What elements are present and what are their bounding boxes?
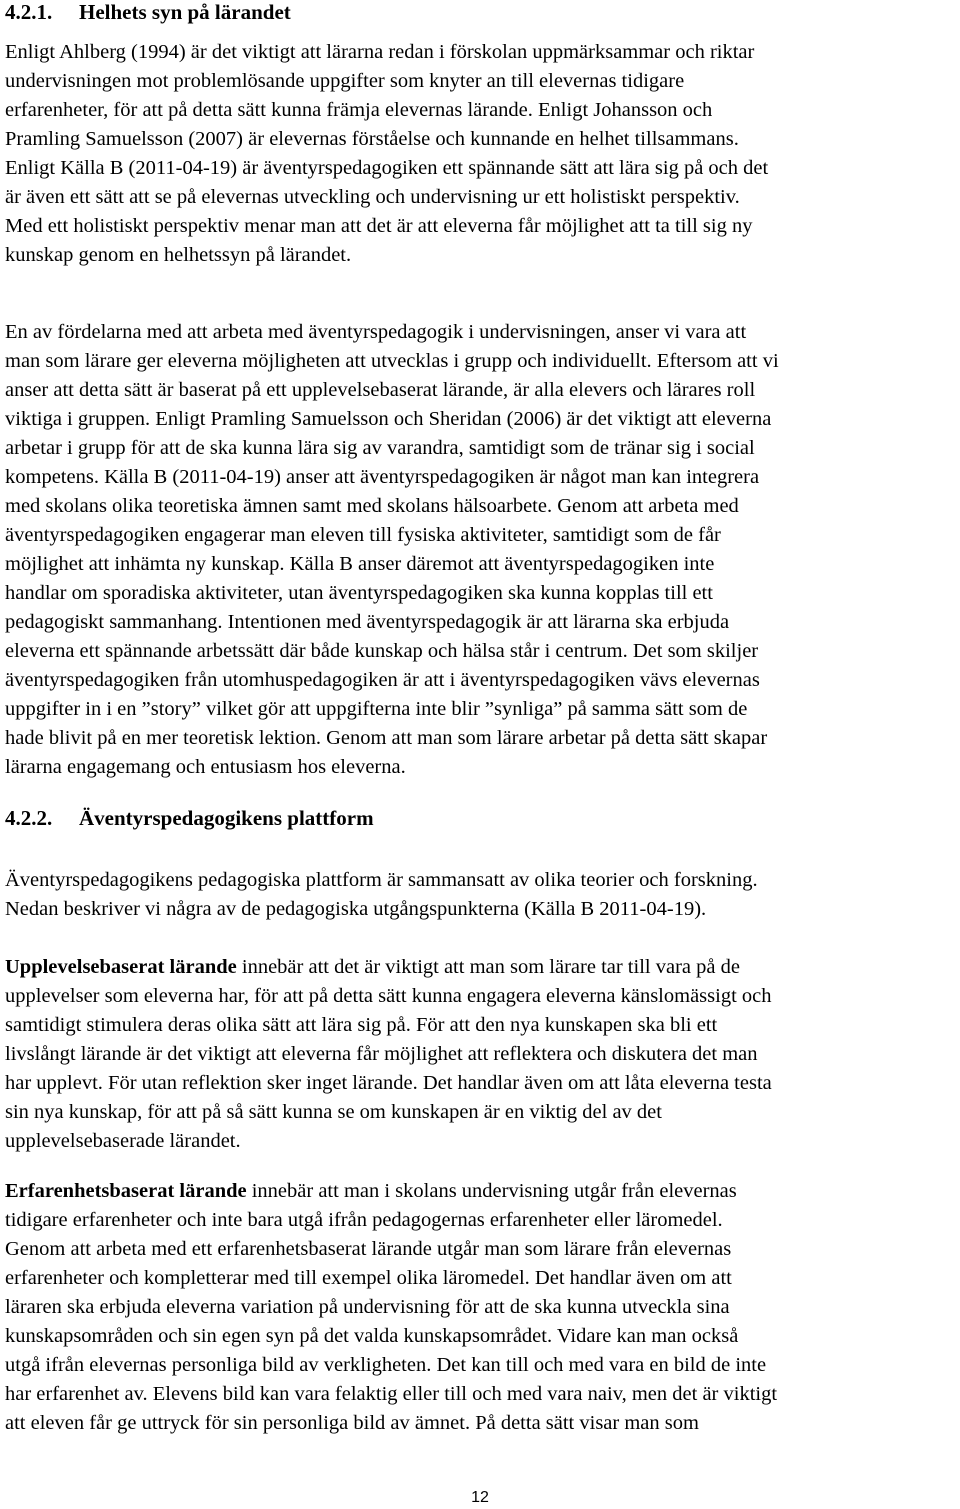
text-line: livslångt lärande är det viktigt att eleverna får möjlighet att reflektera och diskutera det man	[5, 1043, 758, 1065]
section-number: 4.2.2.	[5, 806, 53, 830]
section-title: Helhets syn på lärandet	[79, 0, 291, 24]
text-line: kunskap genom en helhetssyn på lärandet.	[5, 244, 352, 266]
text-line: Nedan beskriver vi några av de pedagogiska utgångspunkterna (Källa B 2011-04-19).	[5, 898, 707, 920]
text-line: äventyrspedagogiken engagerar man eleven till fysiska aktiviteter, samtidigt som de får	[5, 524, 721, 546]
text-line: äventyrspedagogiken från utomhuspedagogiken är att i äventyrspedagogiken vävs elevernas	[5, 669, 760, 691]
text-line: tidigare erfarenheter och inte bara utgå ifrån pedagogernas erfarenheter eller läromedel.	[5, 1209, 723, 1231]
page-number: 12	[471, 1489, 489, 1506]
text-line: kunskapsområden och sin egen syn på det valda kunskapsområdet. Vidare kan man också	[5, 1325, 739, 1347]
text-line: Enligt Källa B (2011-04-19) är äventyrspedagogiken ett spännande sätt att lära sig på och det	[5, 157, 769, 179]
text-line: En av fördelarna med att arbeta med äventyrspedagogik i undervisningen, anser vi vara att	[5, 321, 747, 343]
paragraph	[5, 866, 960, 924]
text-line: Pramling Samuelsson (2007) är elevernas förståelse och kunnande en helhet tillsammans.	[5, 128, 739, 150]
text-line: lärarna engagemang och entusiasm hos eleverna.	[5, 756, 406, 778]
term-erfarenhetsbaserat-larande: Erfarenhetsbaserat lärande	[5, 1180, 247, 1202]
text-line: man som lärare ger eleverna möjligheten att utvecklas i grupp och individuellt. Eftersom att vi	[5, 350, 779, 372]
section-number: 4.2.1.	[5, 0, 53, 24]
text-line: eleverna ett spännande arbetssätt där både kunskap och hälsa står i centrum. Det som skiljer	[5, 640, 759, 662]
paragraph	[5, 953, 960, 1156]
text-line: pedagogiskt sammanhang. Intentionen med äventyrspedagogik är att lärarna ska erbjuda	[5, 611, 730, 633]
text-line: erfarenheter och kompletterar med till exempel olika läromedel. Det handlar även om att	[5, 1267, 732, 1289]
term-upplevelsebaserat-larande: Upplevelsebaserat lärande	[5, 956, 237, 978]
text-line	[5, 1177, 960, 1206]
text-line: undervisningen mot problemlösande uppgifter som knyter an till elevernas tidigare	[5, 70, 685, 92]
text-line: viktiga i gruppen. Enligt Pramling Samuelsson och Sheridan (2006) är det viktigt att eleverna	[5, 408, 772, 430]
section-heading-4-2-1	[5, 0, 291, 24]
text-line: anser att detta sätt är baserat på ett upplevelsebaserat lärande, är alla elevers och lärares roll	[5, 379, 756, 401]
text-line: är även ett sätt att se på elevernas utveckling och undervisning ur ett holistiskt perspektiv.	[5, 186, 740, 208]
text-line: Genom att arbeta med ett erfarenhetsbaserat lärande utgår man som lärare från elevernas	[5, 1238, 732, 1260]
section-heading-4-2-2	[5, 806, 374, 830]
text-line: upplevelser som eleverna har, för att på detta sätt kunna engagera eleverna känslomässigt och	[5, 985, 772, 1007]
paragraph	[5, 318, 960, 782]
text-line: erfarenheter, för att på detta sätt kunna främja elevernas lärande. Enligt Johansson och	[5, 99, 713, 121]
text-line: har upplevt. För utan reflektion sker inget lärande. Det handlar även om att låta eleverna testa	[5, 1072, 772, 1094]
text-line: upplevelsebaserade lärandet.	[5, 1130, 241, 1152]
text-line: sin nya kunskap, för att på så sätt kunna se om kunskapen är en viktig del av det	[5, 1101, 662, 1123]
paragraph	[5, 38, 960, 270]
section-title: Äventyrspedagogikens plattform	[79, 806, 374, 830]
text-line: möjlighet att inhämta ny kunskap. Källa B anser däremot att äventyrspedagogiken inte	[5, 553, 715, 575]
text-line: hade blivit på en mer teoretisk lektion. Genom att man som lärare arbetar på detta sätt skapar	[5, 727, 768, 749]
text-fragment: innebär att det är viktigt att man som lärare tar till vara på de	[236, 956, 740, 978]
text-line: arbetar i grupp för att de ska kunna lära sig av varandra, samtidigt som de tränar sig i social	[5, 437, 755, 459]
text-line: Äventyrspedagogikens pedagogiska plattform är sammansatt av olika teorier och forskning.	[5, 869, 758, 891]
text-line: samtidigt stimulera deras olika sätt att lära sig på. För att den nya kunskapen ska bli ett	[5, 1014, 718, 1036]
text-line: läraren ska erbjuda eleverna variation på undervisning för att de ska kunna utveckla sina	[5, 1296, 730, 1318]
text-line: handlar om sporadiska aktiviteter, utan äventyrspedagogiken ska kunna kopplas till ett	[5, 582, 713, 604]
text-line: Enligt Ahlberg (1994) är det viktigt att lärarna redan i förskolan uppmärksammar och riktar	[5, 41, 755, 63]
text-line: Med ett holistiskt perspektiv menar man att det är att eleverna får möjlighet att ta till sig ny	[5, 215, 753, 237]
text-line	[5, 953, 960, 982]
text-line: att eleven får ge uttryck för sin personliga bild av ämnet. På detta sätt visar man som	[5, 1412, 699, 1434]
text-line: kompetens. Källa B (2011-04-19) anser att äventyrspedagogiken är något man kan integrera	[5, 466, 760, 488]
text-line: har erfarenhet av. Elevens bild kan vara felaktig eller till och med vara naiv, men det är viktigt	[5, 1383, 778, 1405]
text-line: uppgifter in i en ”story” vilket gör att uppgifterna inte blir ”synliga” på samma sätt som de	[5, 698, 748, 720]
text-fragment: innebär att man i skolans undervisning utgår från elevernas	[246, 1180, 737, 1202]
paragraph	[5, 1177, 960, 1438]
text-line: med skolans olika teoretiska ämnen samt med skolans hälsoarbete. Genom att arbeta med	[5, 495, 739, 517]
text-line: utgå ifrån elevernas personliga bild av verkligheten. Det kan till och med vara en bild de inte	[5, 1354, 767, 1376]
